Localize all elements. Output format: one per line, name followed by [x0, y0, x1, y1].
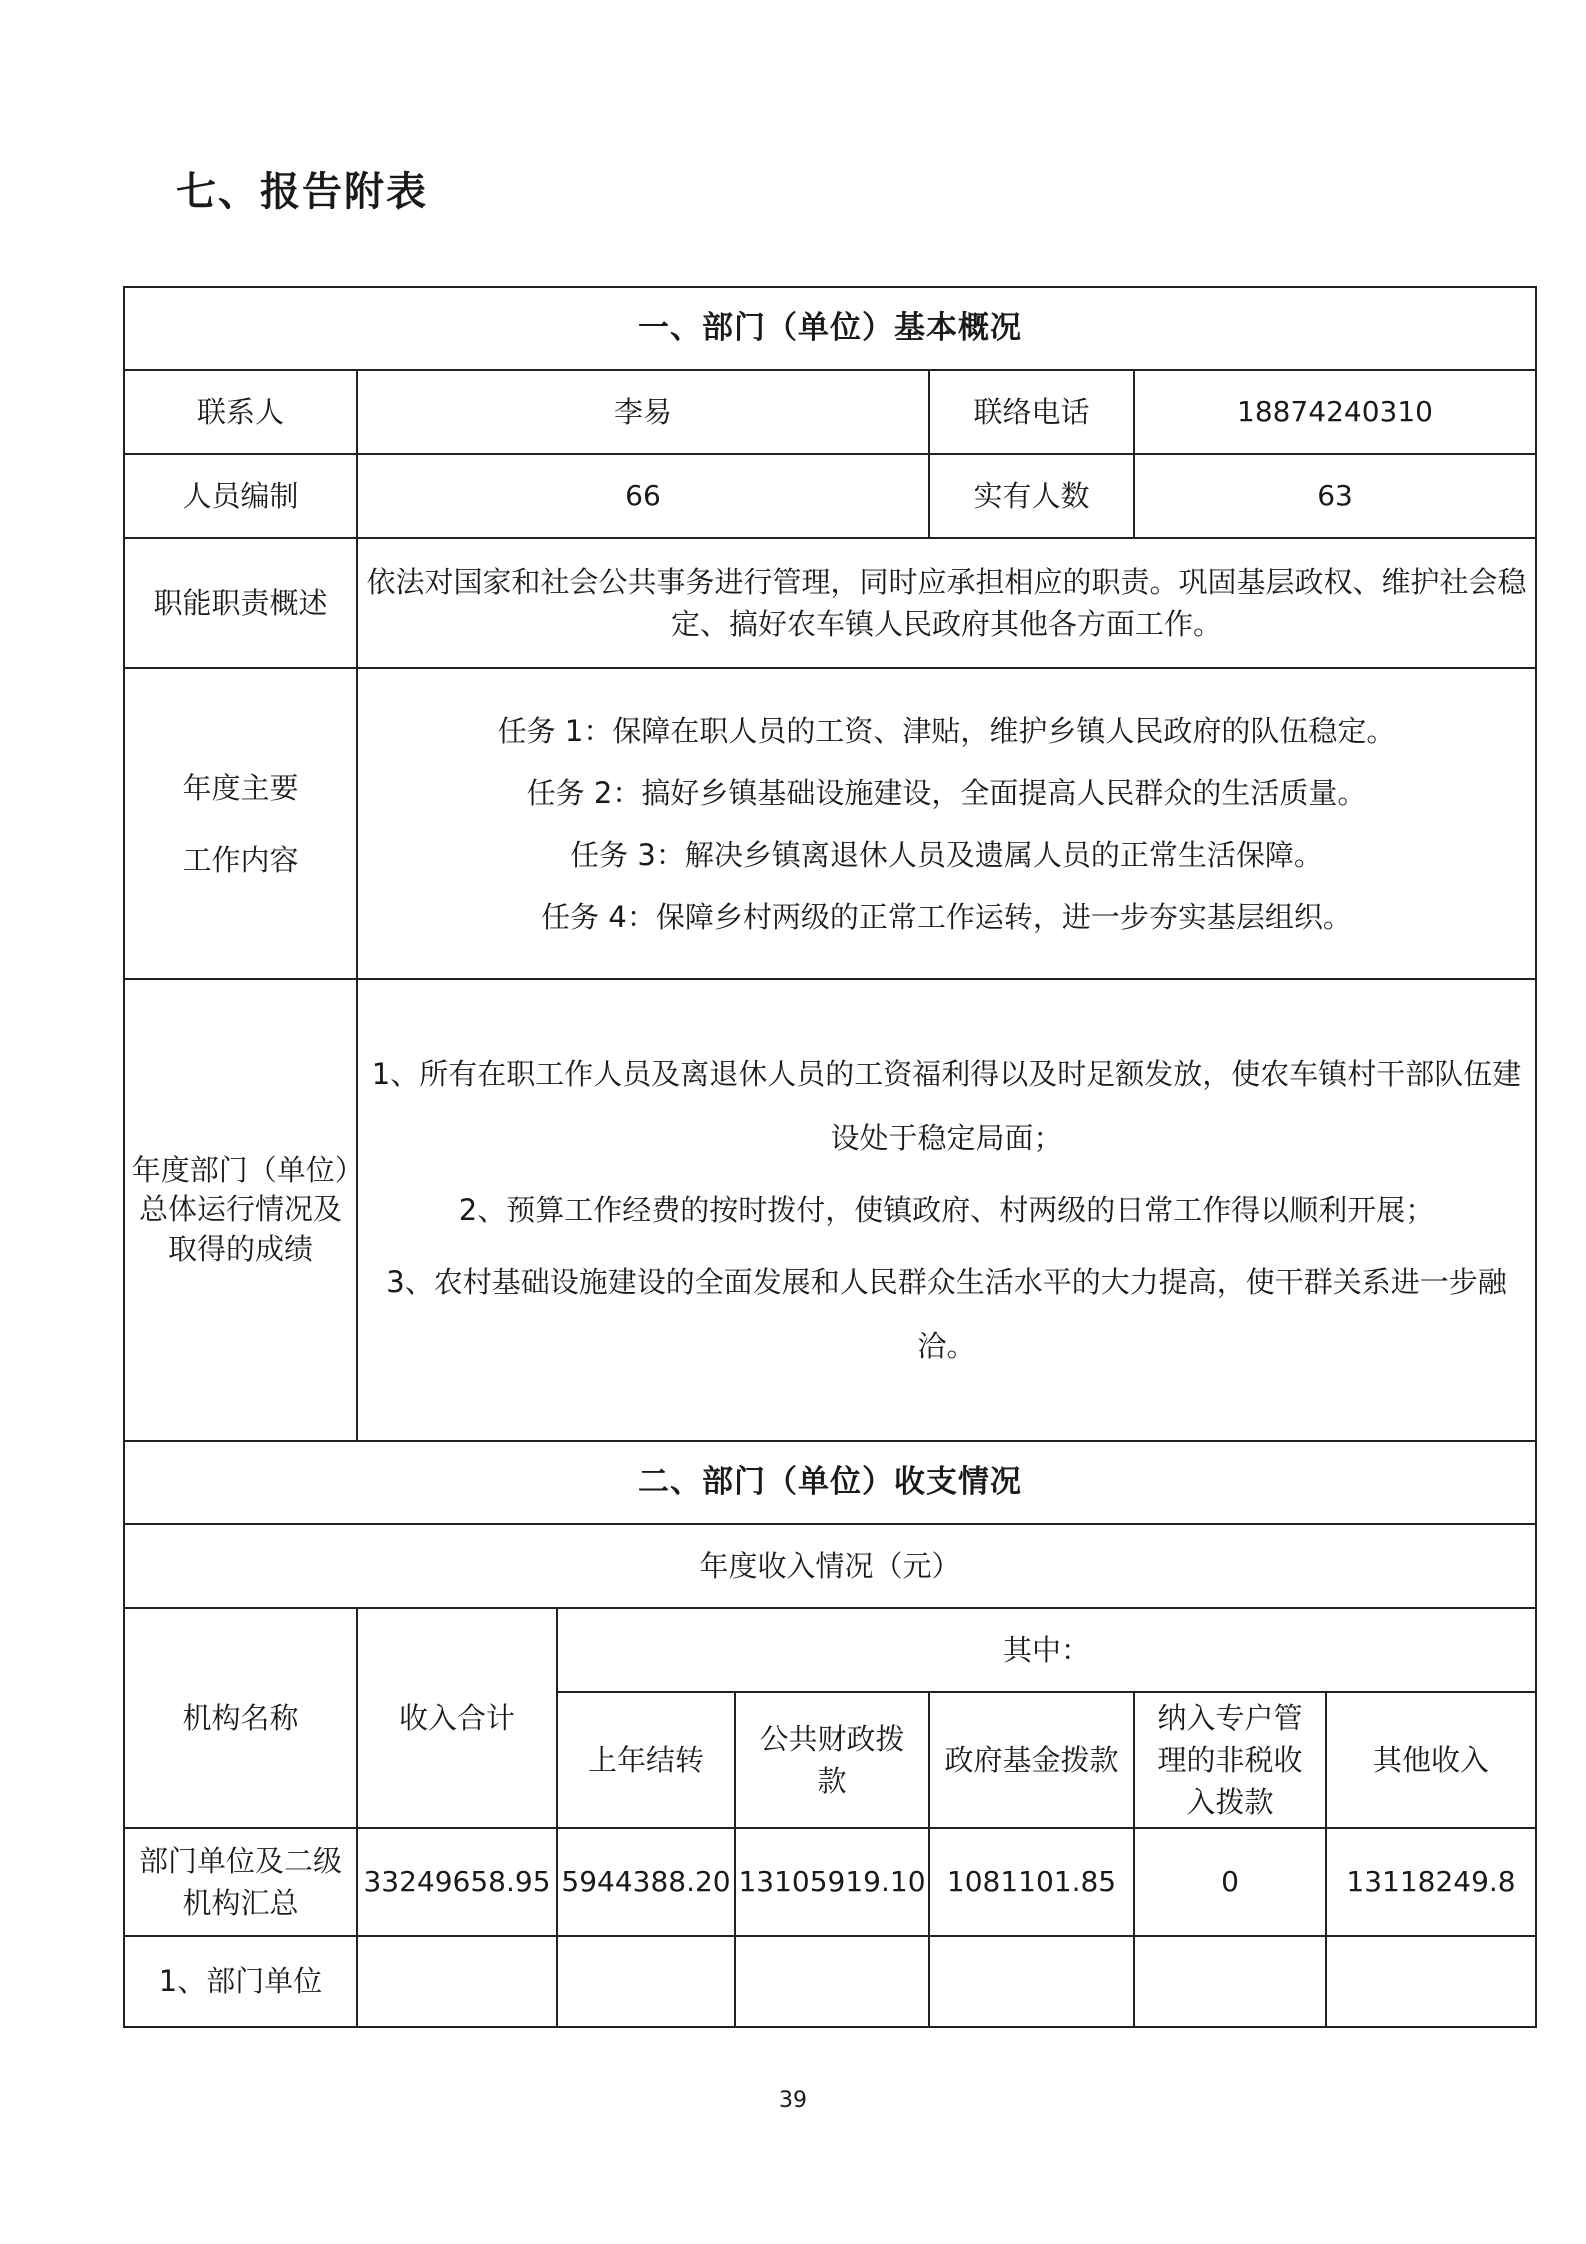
row-prior-year: 5944388.20	[557, 1828, 735, 1936]
header-public-finance: 公共财政拨款	[735, 1692, 929, 1828]
duties-label: 职能职责概述	[124, 538, 357, 668]
row-gov-fund: 1081101.85	[929, 1828, 1134, 1936]
task-item: 任务 1：保障在职人员的工资、津贴，维护乡镇人民政府的队伍稳定。	[497, 713, 1396, 748]
header-prior-year: 上年结转	[557, 1692, 735, 1828]
row-non-tax	[1134, 1936, 1326, 2027]
work-content-label: 年度主要 工作内容	[124, 668, 357, 979]
row-total: 33249658.95	[357, 1828, 557, 1936]
duties-text: 依法对国家和社会公共事务进行管理，同时应承担相应的职责。巩固基层政权、维护社会稳定、搞好农车镇人民政府其他各方面工作。	[357, 538, 1536, 668]
row-name: 部门单位及二级机构汇总	[124, 1828, 357, 1936]
header-org-name: 机构名称	[124, 1608, 357, 1828]
row-public-finance: 13105919.10	[735, 1828, 929, 1936]
results-label: 年度部门（单位）总体运行情况及取得的成绩	[124, 979, 357, 1441]
phone-label: 联络电话	[929, 370, 1134, 454]
task-item: 任务 3：解决乡镇离退休人员及遗属人员的正常生活保障。	[570, 837, 1323, 872]
row-name: 1、部门单位	[124, 1936, 357, 2027]
header-gov-fund: 政府基金拨款	[929, 1692, 1134, 1828]
contact-value: 李易	[357, 370, 929, 454]
staff-quota-value: 66	[357, 454, 929, 538]
page-number: 39	[779, 2088, 807, 2113]
row-total	[357, 1936, 557, 2027]
report-appendix-table	[123, 286, 1537, 2028]
row-other: 13118249.8	[1326, 1828, 1536, 1936]
header-other: 其他收入	[1326, 1692, 1536, 1828]
phone-value: 18874240310	[1134, 370, 1536, 454]
row-non-tax: 0	[1134, 1828, 1326, 1936]
task-item: 任务 2：搞好乡镇基础设施建设，全面提高人民群众的生活质量。	[526, 775, 1367, 810]
section2-title: 二、部门（单位）收支情况	[124, 1441, 1536, 1524]
result-item: 2、预算工作经费的按时拨付，使镇政府、村两级的日常工作得以顺利开展；	[458, 1193, 1435, 1227]
results-text	[357, 979, 1536, 1441]
work-tasks	[357, 668, 1536, 979]
contact-label: 联系人	[124, 370, 357, 454]
row-other	[1326, 1936, 1536, 2027]
actual-staff-label: 实有人数	[929, 454, 1134, 538]
header-total: 收入合计	[357, 1608, 557, 1828]
page-heading: 七、报告附表	[176, 169, 428, 215]
section1-title: 一、部门（单位）基本概况	[124, 287, 1536, 370]
row-prior-year	[557, 1936, 735, 2027]
income-title: 年度收入情况（元）	[124, 1524, 1536, 1608]
result-item: 3、农村基础设施建设的全面发展和人民群众生活水平的大力提高，使干群关系进一步融洽。	[386, 1265, 1507, 1363]
header-of-which: 其中：	[557, 1608, 1536, 1692]
header-non-tax: 纳入专户管理的非税收入拨款	[1134, 1692, 1326, 1828]
result-item: 1、所有在职工作人员及离退休人员的工资福利得以及时足额发放，使农车镇村干部队伍建设处于稳定局面；	[371, 1057, 1522, 1155]
actual-staff-value: 63	[1134, 454, 1536, 538]
row-public-finance	[735, 1936, 929, 2027]
task-item: 任务 4：保障乡村两级的正常工作运转，进一步夯实基层组织。	[541, 899, 1352, 934]
staff-quota-label: 人员编制	[124, 454, 357, 538]
row-gov-fund	[929, 1936, 1134, 2027]
